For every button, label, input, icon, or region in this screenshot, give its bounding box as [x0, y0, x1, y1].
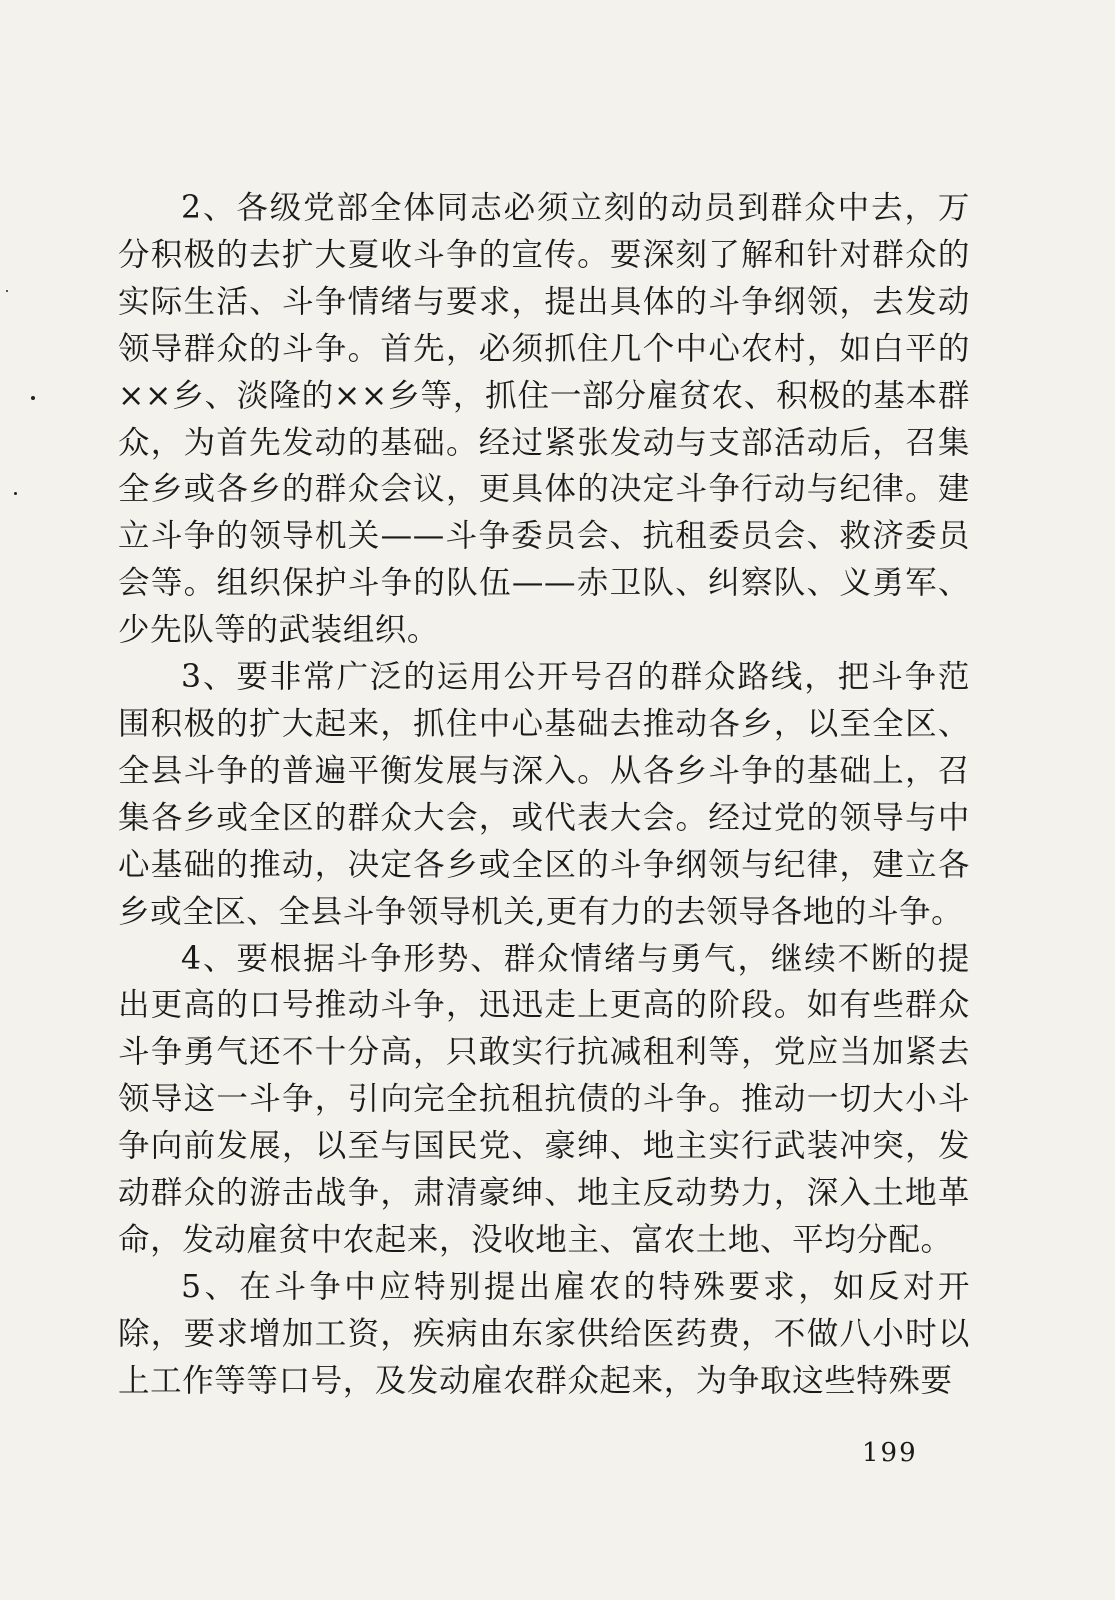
paragraph-5: 5、在斗争中应特别提出雇农的特殊要求，如反对开除，要求增加工资，疾病由东家供给医药费，不做八小时以上工作等等口号，及发动雇农群众起来，为争取这些特殊要 [118, 1268, 970, 1399]
paragraph-2: 2、各级党部全体同志必须立刻的动员到群众中去，万分积极的去扩大夏收斗争的宣传。要深刻了解和针对群众的实际生活、斗争情绪与要求，提出具体的斗争纲领，去发动领导群众的斗争。首先，必须抓住几个中心农村，如白平的××乡、淡隆的××乡等，抓住一部分雇贫农、积极的基本群众，为首先发动的基础。经过紧张发动与支部活动后，召集全乡或各乡的群众会议，更具体的决定斗争行动与纪律。建立斗争的领导机关——斗争委员会、抗租委员会、救济委员会等。组织保护斗争的队伍——赤卫队、纠察队、义勇军、少先队等的武装组织。 [118, 190, 970, 649]
page-number: 199 [862, 1438, 918, 1468]
scan-speck [6, 290, 8, 292]
paragraph-4: 4、要根据斗争形势、群众情绪与勇气，继续不断的提出更高的口号推动斗争，迅迅走上更高的阶段。如有些群众斗争勇气还不十分高，只敢实行抗减租利等，党应当加紧去领导这一斗争，引向完全抗租抗债的斗争。推动一切大小斗争向前发展，以至与国民党、豪绅、地主实行武装冲突，发动群众的游击战争，肃清豪绅、地主反动势力，深入土地革命，发动雇贫中农起来，没收地主、富农土地、平均分配。 [118, 940, 970, 1258]
scan-speck [14, 492, 17, 495]
body-text [118, 185, 970, 1405]
paragraph-3: 3、要非常广泛的运用公开号召的群众路线，把斗争范围积极的扩大起来，抓住中心基础去推动各乡，以至全区、全县斗争的普遍平衡发展与深入。从各乡斗争的基础上，召集各乡或全区的群众大会，或代表大会。经过党的领导与中心基础的推动，决定各乡或全区的斗争纲领与纪律，建立各乡或全区、全县斗争领导机关,更有力的去领导各地的斗争。 [118, 659, 970, 930]
scan-speck [31, 396, 35, 400]
